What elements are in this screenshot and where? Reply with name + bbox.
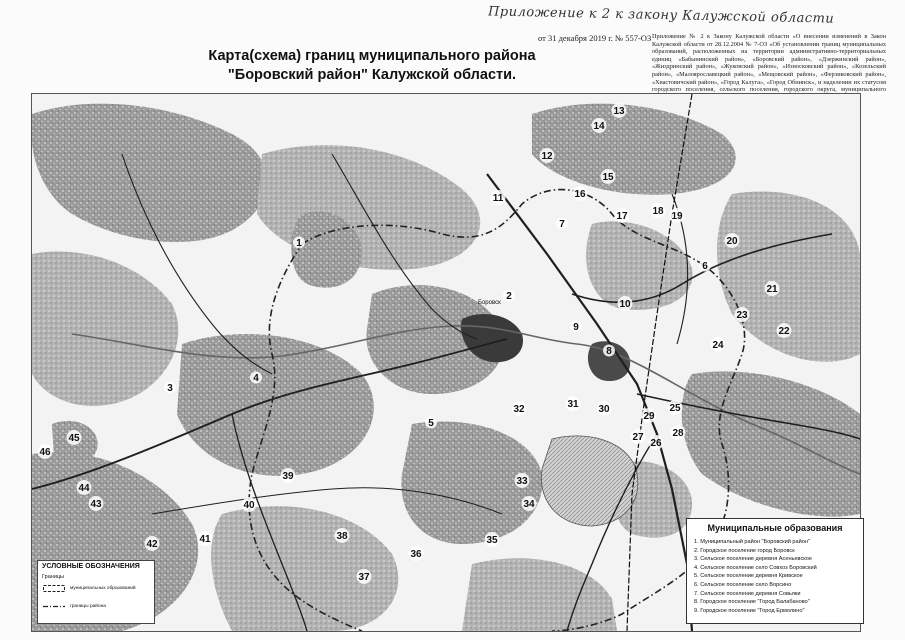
municipality-number-label: 29 xyxy=(643,411,655,422)
conventions-title: УСЛОВНЫЕ ОБОЗНАЧЕНИЯ xyxy=(42,563,140,570)
municipality-number-label: 8 xyxy=(606,346,612,357)
municipality-number-label: 6 xyxy=(702,261,708,272)
legend-item: 6. Сельское поселение село Ворсино xyxy=(694,581,792,588)
district-boundary-swatch xyxy=(43,603,65,610)
municipality-number-label: 21 xyxy=(766,284,778,295)
municipality-number-label: 12 xyxy=(541,151,553,162)
title-line-2: "Боровский район" Калужской области. xyxy=(227,67,517,83)
municipality-number-label: 30 xyxy=(598,404,610,415)
legend-item: 8. Городское поселение "Город Балабаново" xyxy=(694,599,810,606)
municipality-number-label: 13 xyxy=(613,106,625,117)
municipality-number-label: 11 xyxy=(492,193,504,204)
municipality-number-label: 7 xyxy=(559,219,565,230)
municipality-number-label: 10 xyxy=(619,299,631,310)
municipality-number-label: 2 xyxy=(506,291,512,302)
municipality-number-label: 41 xyxy=(199,534,211,545)
legend-item: 4. Сельское поселение село Совхоз Боровский xyxy=(694,564,817,571)
municipality-number-label: 5 xyxy=(428,418,434,429)
municipality-number-label: 23 xyxy=(736,310,748,321)
legend-item: 2. Городское поселение город Боровск xyxy=(694,547,795,554)
municipality-number-label: 39 xyxy=(282,471,294,482)
municipality-number-label: 36 xyxy=(410,549,422,560)
municipality-number-label: 44 xyxy=(78,483,90,494)
appendix-text: Приложение № 2 к Закону Калужской области «О внесении изменений в Закон Калужской области от 28.12.2004 № 7-ОЗ «Об установлении границ муниципальных образований, расположенных на территории административно-территориальных единиц «Бабынинский район», «Боровский район», «Дзержинский район», «Жиздринский район», «Жуковский район», «Износковский район», «Козельский район», «Малоярославецкий район», «Мещовский район», «Ферзиковский район», «Хвастовичский район», «Город Калуга», «Город Обнинск», и наделении их статусом городского поселения, сельского поселения, городского округа, муниципального xyxy=(652,33,886,94)
legend-item: 5. Сельское поселение деревня Кривское xyxy=(694,573,803,580)
document-title xyxy=(196,47,548,85)
legend-title: Муниципальные образования xyxy=(707,523,843,533)
municipality-number-label: 38 xyxy=(336,531,348,542)
title-line-1: Карта(схема) границ муниципального района xyxy=(208,48,536,64)
municipal-legend xyxy=(686,518,864,624)
legend-item: 3. Сельское поселение деревня Асеньевское xyxy=(694,556,812,563)
legend-item: 1. Муниципальный район "Боровский район" xyxy=(694,539,810,545)
municipality-number-label: 14 xyxy=(593,121,605,132)
municipality-number-label: 17 xyxy=(616,211,628,222)
legend-item: 7. Сельское поселение деревня Совьяки xyxy=(694,590,801,597)
municipality-number-label: 18 xyxy=(652,206,664,217)
municipality-number-label: 35 xyxy=(486,535,498,546)
municipality-number-label: 3 xyxy=(167,383,173,394)
municipality-number-label: 34 xyxy=(523,499,535,510)
municipality-number-label: 31 xyxy=(567,399,579,410)
conventions-row: границы района xyxy=(70,604,106,609)
municipality-number-label: 37 xyxy=(358,572,370,583)
handwritten-note: Приложение к 2 к закону Калужской области xyxy=(487,4,835,27)
municipality-number-label: 4 xyxy=(253,373,259,384)
municipality-number-label: 43 xyxy=(90,499,102,510)
municipality-number-label: 25 xyxy=(669,403,681,414)
municipality-number-label: 42 xyxy=(146,539,158,550)
municipality-number-label: 40 xyxy=(243,500,255,511)
conventions-row: муниципальных образований xyxy=(70,586,136,591)
decree-line: от 31 декабря 2019 г. № 557-ОЗ xyxy=(538,33,652,43)
municipality-number-label: 27 xyxy=(632,432,644,443)
municipality-number-label: 22 xyxy=(778,326,790,337)
municipality-number-label: 32 xyxy=(513,404,525,415)
conventions-legend xyxy=(37,560,155,624)
municipality-number-label: 20 xyxy=(726,236,738,247)
municipality-number-label: 19 xyxy=(671,211,683,222)
municipality-number-label: 26 xyxy=(650,438,662,449)
legend-items xyxy=(694,538,817,615)
municipal-boundary-swatch xyxy=(43,585,65,592)
municipality-number-label: 28 xyxy=(672,428,684,439)
municipality-number-label: 46 xyxy=(39,447,51,458)
conventions-subtitle: Границы xyxy=(42,574,64,580)
town-label-borovsk: Боровск xyxy=(478,300,501,306)
municipality-number-label: 33 xyxy=(516,476,528,487)
legend-item: 9. Городское поселение "Город Ермолино" xyxy=(694,607,805,614)
municipality-number-label: 9 xyxy=(573,322,579,333)
municipality-number-label: 16 xyxy=(574,189,586,200)
municipality-number-label: 45 xyxy=(68,433,80,444)
municipality-number-label: 15 xyxy=(602,172,614,183)
municipality-number-label: 1 xyxy=(296,238,302,249)
municipality-number-label: 24 xyxy=(712,340,724,351)
